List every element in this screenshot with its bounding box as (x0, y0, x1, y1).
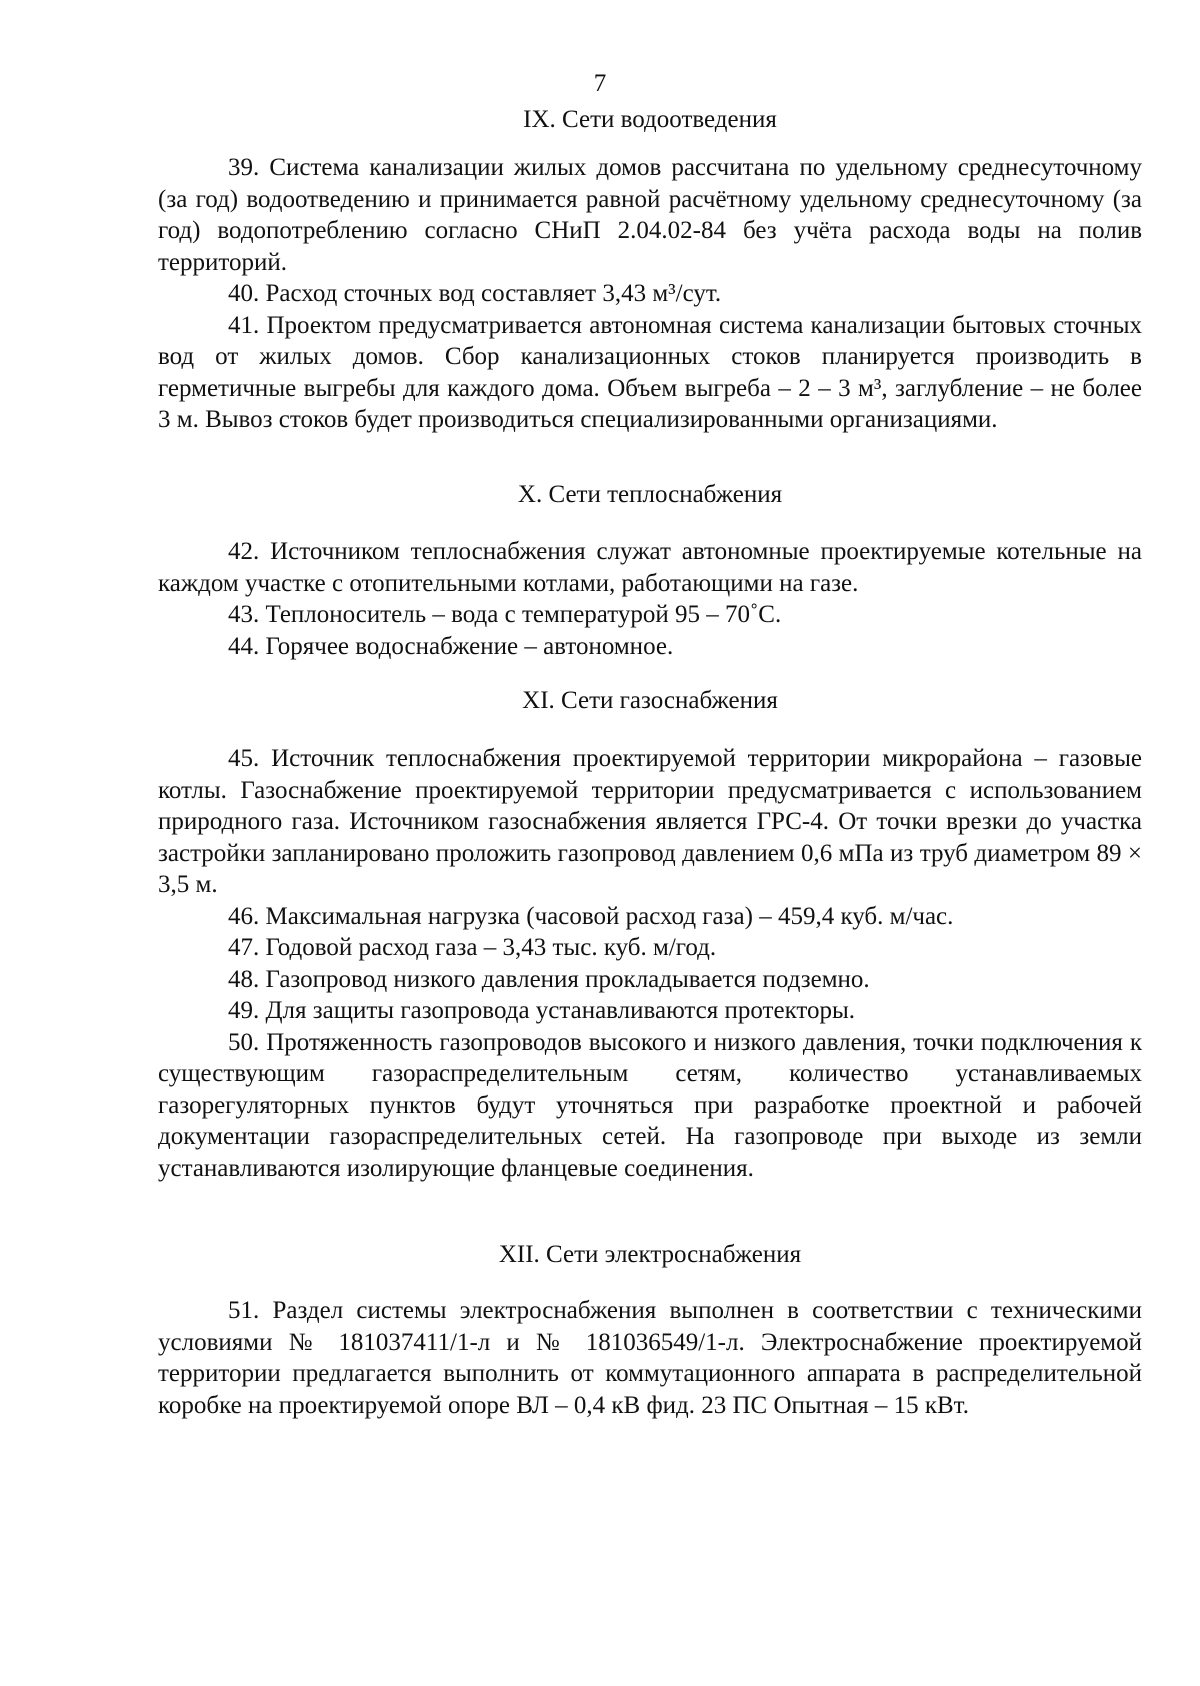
paragraph-49: 49. Для защиты газопровода устанавливаются протекторы. (228, 997, 856, 1024)
section-heading: X. Сети теплоснабжения (517, 481, 783, 508)
section-heading: IX. Сети водоотведения (523, 106, 777, 133)
paragraph-48: 48. Газопровод низкого давления прокладывается подземно. (228, 965, 870, 993)
section-power-supply-body (158, 1295, 1142, 1421)
section-heading: XII. Сети электроснабжения (498, 1241, 802, 1268)
section-gas-supply-body (158, 743, 1142, 1184)
paragraph-42: 42. Источником теплоснабжения служат автономные проектируемые котельные на каждом участке с отопительными котлами, работающими на газе. (158, 538, 1142, 597)
section-sewerage-body (158, 152, 1142, 436)
section-heat-supply (158, 479, 1142, 511)
paragraph-46: 46. Максимальная нагрузка (часовой расход газа) – 459,4 куб. м/час. (228, 902, 954, 930)
paragraph-51: 51. Раздел системы электроснабжения выполнен в соответствии с техническими условиями № 181037411/1-л и № 181036549/1-л. Электроснабжение проектируемой территории предлагается выполнить от коммутационного аппарата в распределительной коробке на проектируемой опоре ВЛ – 0,4 кВ фид. 23 ПС Опытная – 15 кВт. (158, 1297, 1142, 1419)
paragraph-50: 50. Протяженность газопроводов высокого и низкого давления, точки подключения к существующим газораспределительным сетям, количество устанавливаемых газорегуляторных пунктов будут уточняться при разработке проектной и рабочей документации газораспределительных сетей. На газопроводе при выходе из земли устанавливаются изолирующие фланцевые соединения. (158, 1028, 1142, 1182)
paragraph-40: 40. Расход сточных вод составляет 3,43 м³/сут. (228, 280, 722, 307)
paragraph-39: 39. Система канализации жилых домов рассчитана по удельному среднесуточному (за год) водоотведению и принимается равной расчётному удельному среднесуточному (за год) водопотреблению согласно СНиП 2.04.02-84 без учёта расхода воды на полив территорий. (158, 154, 1142, 276)
paragraph-41: 41. Проектом предусматривается автономная система канализации бытовых сточных вод от жилых домов. Сбор канализационных стоков планируется производить в герметичные выгребы для каждого дома. Объем выгреба – 2 – 3 м³, заглубление – не более 3 м. Вывоз стоков будет производиться специализированными организациями. (158, 311, 1142, 433)
section-power-supply (158, 1239, 1142, 1271)
paragraph-45: 45. Источник теплоснабжения проектируемой территории микрорайона – газовые котлы. Газоснабжение проектируемой территории предусматривается с использованием природного газа. Источником газоснабжения является ГРС-4. От точки врезки до участка застройки запланировано проложить газопровод давлением 0,6 мПа из труб диаметром 89 × 3,5 м. (158, 745, 1142, 898)
section-heading: XI. Сети газоснабжения (522, 687, 778, 714)
page-number: 7 (593, 70, 607, 97)
paragraph-44: 44. Горячее водоснабжение – автономное. (228, 632, 674, 660)
paragraph-43: 43. Теплоноситель – вода с температурой 95 – 70˚С. (228, 601, 782, 628)
section-sewerage (158, 104, 1142, 136)
section-gas-supply (158, 685, 1142, 717)
paragraph-47: 47. Годовой расход газа – 3,43 тыс. куб. м/год. (228, 934, 717, 961)
section-heat-supply-body (158, 536, 1142, 662)
